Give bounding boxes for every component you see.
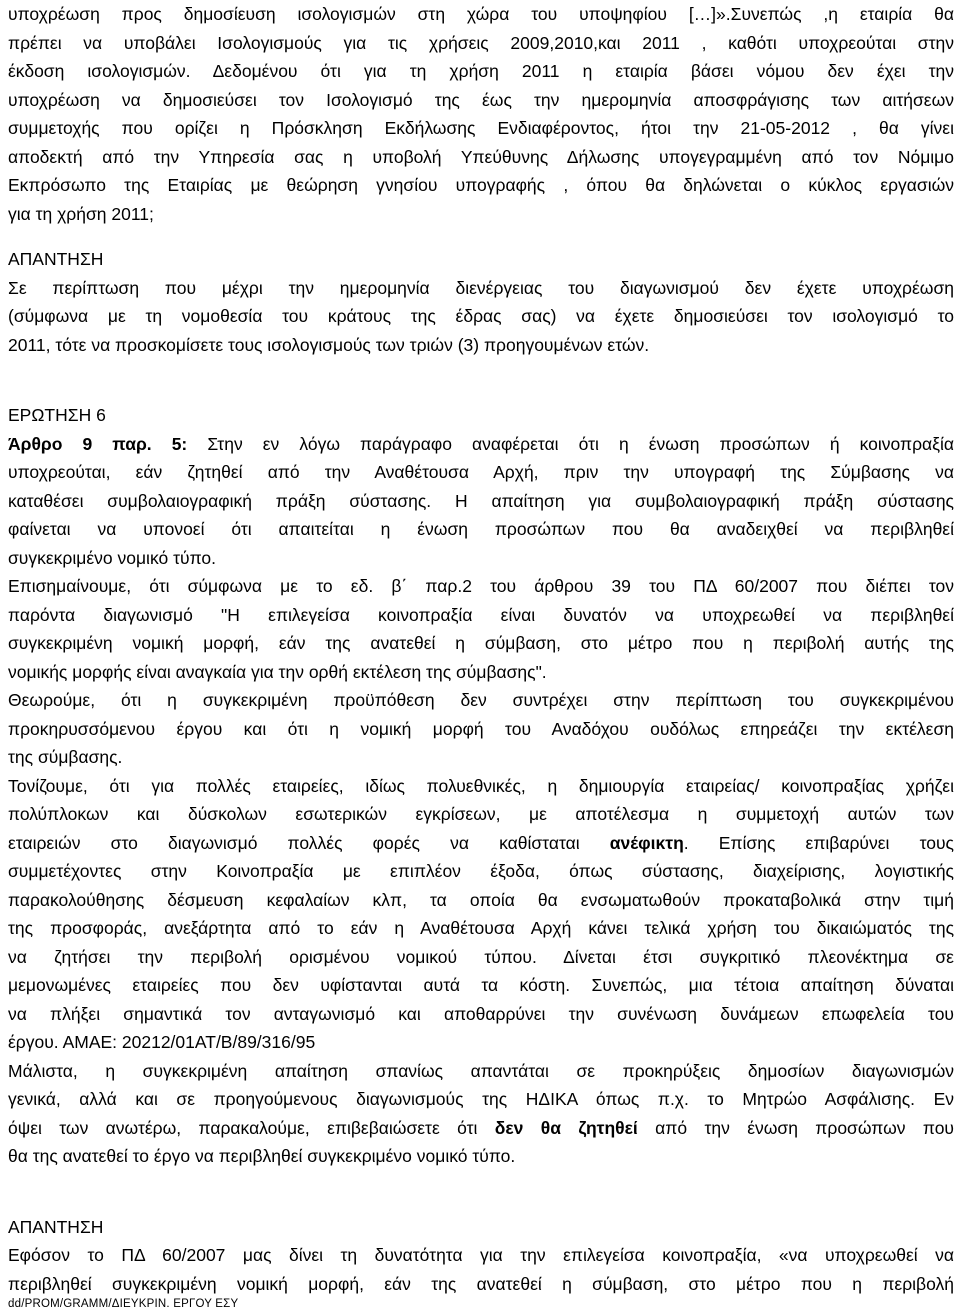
page-footer: dd/PROM/GRAMM/ΔΙΕΥΚΡΙΝ. ΕΡΓΟΥ ΕΣΥ xyxy=(8,1298,239,1310)
answer-heading: ΑΠΑΝΤΗΣΗ xyxy=(8,1216,104,1237)
text-line: υποχρέωση να δημοσιεύσει τον Ισολογισμό της έως την ημερομηνία αποσφράγισης των αιτήσεων xyxy=(8,89,954,110)
text-line: έκδοση ισολογισμών. Δεδομένου ότι για τη χρήση 2011 η εταιρία βάσει νόμου δεν έχει την xyxy=(8,61,954,81)
text-line: συμμετέχοντες στην Κοινοπραξία με επιπλέον έξοδα, όπως σύστασης, διαχείρισης, λογιστικής xyxy=(8,861,954,881)
text-line: παρόντα διαγωνισμό "Η επιλεγείσα κοινοπραξία είναι δυνατόν να υποχρεωθεί να περιβληθεί xyxy=(8,604,954,625)
text-line: συμμετοχής που ορίζει η Πρόσκληση Εκδήλωσης Ενδιαφέροντος, ήτοι την 21-05-2012 , θα γίνει xyxy=(8,118,954,138)
text-line: υποχρέωση προς δημοσίευση ισολογισμών στη χώρα του υποψηφίου […]».Συνεπώς ,η εταιρία θα xyxy=(8,4,954,24)
text-line: θα της ανατεθεί το έργο να περιβληθεί συγκεκριμένο νομικό τύπο. xyxy=(8,1146,516,1166)
emphasis-not-requested: δεν θα ζητηθεί xyxy=(494,1117,638,1138)
text-line: αποδεκτή από την Υπηρεσία σας η υποβολή Υπεύθυνης Δήλωσης υπογεγραμμένη από τον Νόμιμο xyxy=(8,146,954,167)
text-line: εταιρειών στο διαγωνισμό πολλές φορές να καθίσταται ανέφικτη. Επίσης επιβαρύνει τους xyxy=(8,832,954,853)
text-line: Θεωρούμε, ότι η συγκεκριμένη προϋπόθεση δεν συντρέχει στην περίπτωση του συγκεκριμένου xyxy=(8,690,954,710)
text-line: να ζητήσει την περιβολή ορισμένου νομικού τύπου. Δίνεται έτσι συγκριτικό πλεονέκτημα σε xyxy=(8,946,954,967)
text-line: γενικά, αλλά και σε προηγούμενους διαγωνισμούς της ΗΔΙΚΑ όπως π.χ. το Μητρώο Ασφάλισης. Εν xyxy=(8,1089,954,1109)
text-line: (σύμφωνα με τη νομοθεσία του κράτους της έδρας σας) να έχετε δημοσιεύσει τον ισολογισμό το xyxy=(8,306,954,326)
text-line: όψει των ανωτέρω, παρακαλούμε, επιβεβαιώσετε ότι δεν θα ζητηθεί από την ένωση προσώπων που xyxy=(8,1117,955,1138)
text-line: Εφόσον το ΠΔ 60/2007 μας δίνει τη δυνατότητα για την επιλεγείσα κοινοπραξία, «να υποχρεωθεί να xyxy=(8,1245,954,1265)
text-line: Άρθρο 9 παρ. 5: Στην εν λόγω παράγραφο αναφέρεται ότι η ένωση προσώπων ή κοινοπραξία xyxy=(8,433,954,454)
text-line: καταθέσει συμβολαιογραφική πράξη σύστασης. Η απαίτηση για συμβολαιογραφική πράξη σύστασης xyxy=(8,490,954,511)
text-line: να πλήξει σημαντικά τον ανταγωνισμό και αποθαρρύνει την συνένωση δυνάμεων επωφελεία του xyxy=(8,1003,954,1024)
text-line: πρέπει να υποβάλει Ισολογισμούς για τις χρήσεις 2009,2010,και 2011 , καθότι υποχρεούται στην xyxy=(8,32,954,53)
text-line: προκηρυσσόμενου έργου και ότι η νομική μορφή του Αναδόχου ουδόλως επηρεάζει την εκτέλεση xyxy=(8,718,954,739)
text-line: Σε περίπτωση που μέχρι την ημερομηνία διενέργειας του διαγωνισμού δεν έχετε υποχρέωση xyxy=(8,277,954,298)
text-line: νομικής μορφής είναι αναγκαία για την ορθή εκτέλεση της σύμβασης". xyxy=(8,661,547,682)
question-paragraph xyxy=(8,430,954,1171)
text-line: έργου. ΑΜΑΕ: 20212/01ΑΤ/Β/89/316/95 xyxy=(8,1032,316,1052)
text-line: Επισημαίνουμε, ότι σύμφωνα με το εδ. β΄ παρ.2 του άρθρου 39 του ΠΔ 60/2007 που διέπει τον xyxy=(8,576,954,596)
text-line: φαίνεται να υπονοεί ότι απαιτείται η ένωση προσώπων που θα αναδειχθεί να περιβληθεί xyxy=(8,519,954,539)
text-line: Μάλιστα, η συγκεκριμένη απαίτηση σπανίως απαντάται σε προκηρύξεις δημοσίων διαγωνισμών xyxy=(8,1060,954,1081)
answer-paragraph xyxy=(8,274,954,360)
text-line: υποχρεούται, εάν ζητηθεί από την Αναθέτουσα Αρχή, πριν την υπογραφή της Σύμβασης να xyxy=(8,462,954,482)
text-line: για τη χρήση 2011; xyxy=(8,203,154,224)
text-line: περιβληθεί συγκεκριμένη νομική μορφή, εάν της ανατεθεί η σύμβαση, στο μέτρο που η περιβολή xyxy=(8,1273,954,1294)
text-line: Εκπρόσωπο της Εταιρίας με θεώρηση γνησίου υπογραφής , όπου θα δηλώνεται ο κύκλος εργασιών xyxy=(8,175,954,195)
article-reference: Άρθρο 9 παρ. 5: xyxy=(8,433,188,454)
answer-heading: ΑΠΑΝΤΗΣΗ xyxy=(8,249,104,269)
answer-paragraph xyxy=(8,1241,954,1298)
intro-paragraph xyxy=(8,0,954,228)
text-line: της σύμβασης. xyxy=(8,747,123,767)
text-line: 2011, τότε να προσκομίσετε τους ισολογισμούς των τριών (3) προηγουμένων ετών. xyxy=(8,334,650,355)
emphasis-unattainable: ανέφικτη xyxy=(609,832,684,853)
question-heading: ΕΡΩΤΗΣΗ 6 xyxy=(8,405,106,425)
text-line: παρακολούθησης δέσμευση κεφαλαίων κλπ, τα οποία θα ενσωματωθούν προκαταβολικά στην τιμή xyxy=(8,889,954,910)
text-line: μεμονωμένες εταιρείες που δεν υφίστανται αυτά τα κόστη. Συνεπώς, μια τέτοια απαίτηση δύναται xyxy=(8,975,954,995)
text-line: συγκεκριμένο νομικό τύπο. xyxy=(8,547,216,568)
text-line: συγκεκριμένη νομική μορφή, εάν της ανατεθεί η σύμβαση, στο μέτρο που η περιβολή αυτής της xyxy=(8,633,954,653)
text-line: της προσφοράς, ανεξάρτητα από το εάν η Αναθέτουσα Αρχή κάνει τελικά χρήση του δικαιώματός της xyxy=(8,918,954,938)
text-line: Τονίζουμε, ότι για πολλές εταιρείες, ιδίως πολυεθνικές, η δημιουργία εταιρείας/ κοινοπραξίας χρήζει xyxy=(8,775,954,796)
document-page xyxy=(8,0,954,1298)
text-line: πολύπλοκων και δύσκολων εσωτερικών εγκρίσεων, με αποτέλεσμα η συμμετοχή αυτών των xyxy=(8,804,954,824)
